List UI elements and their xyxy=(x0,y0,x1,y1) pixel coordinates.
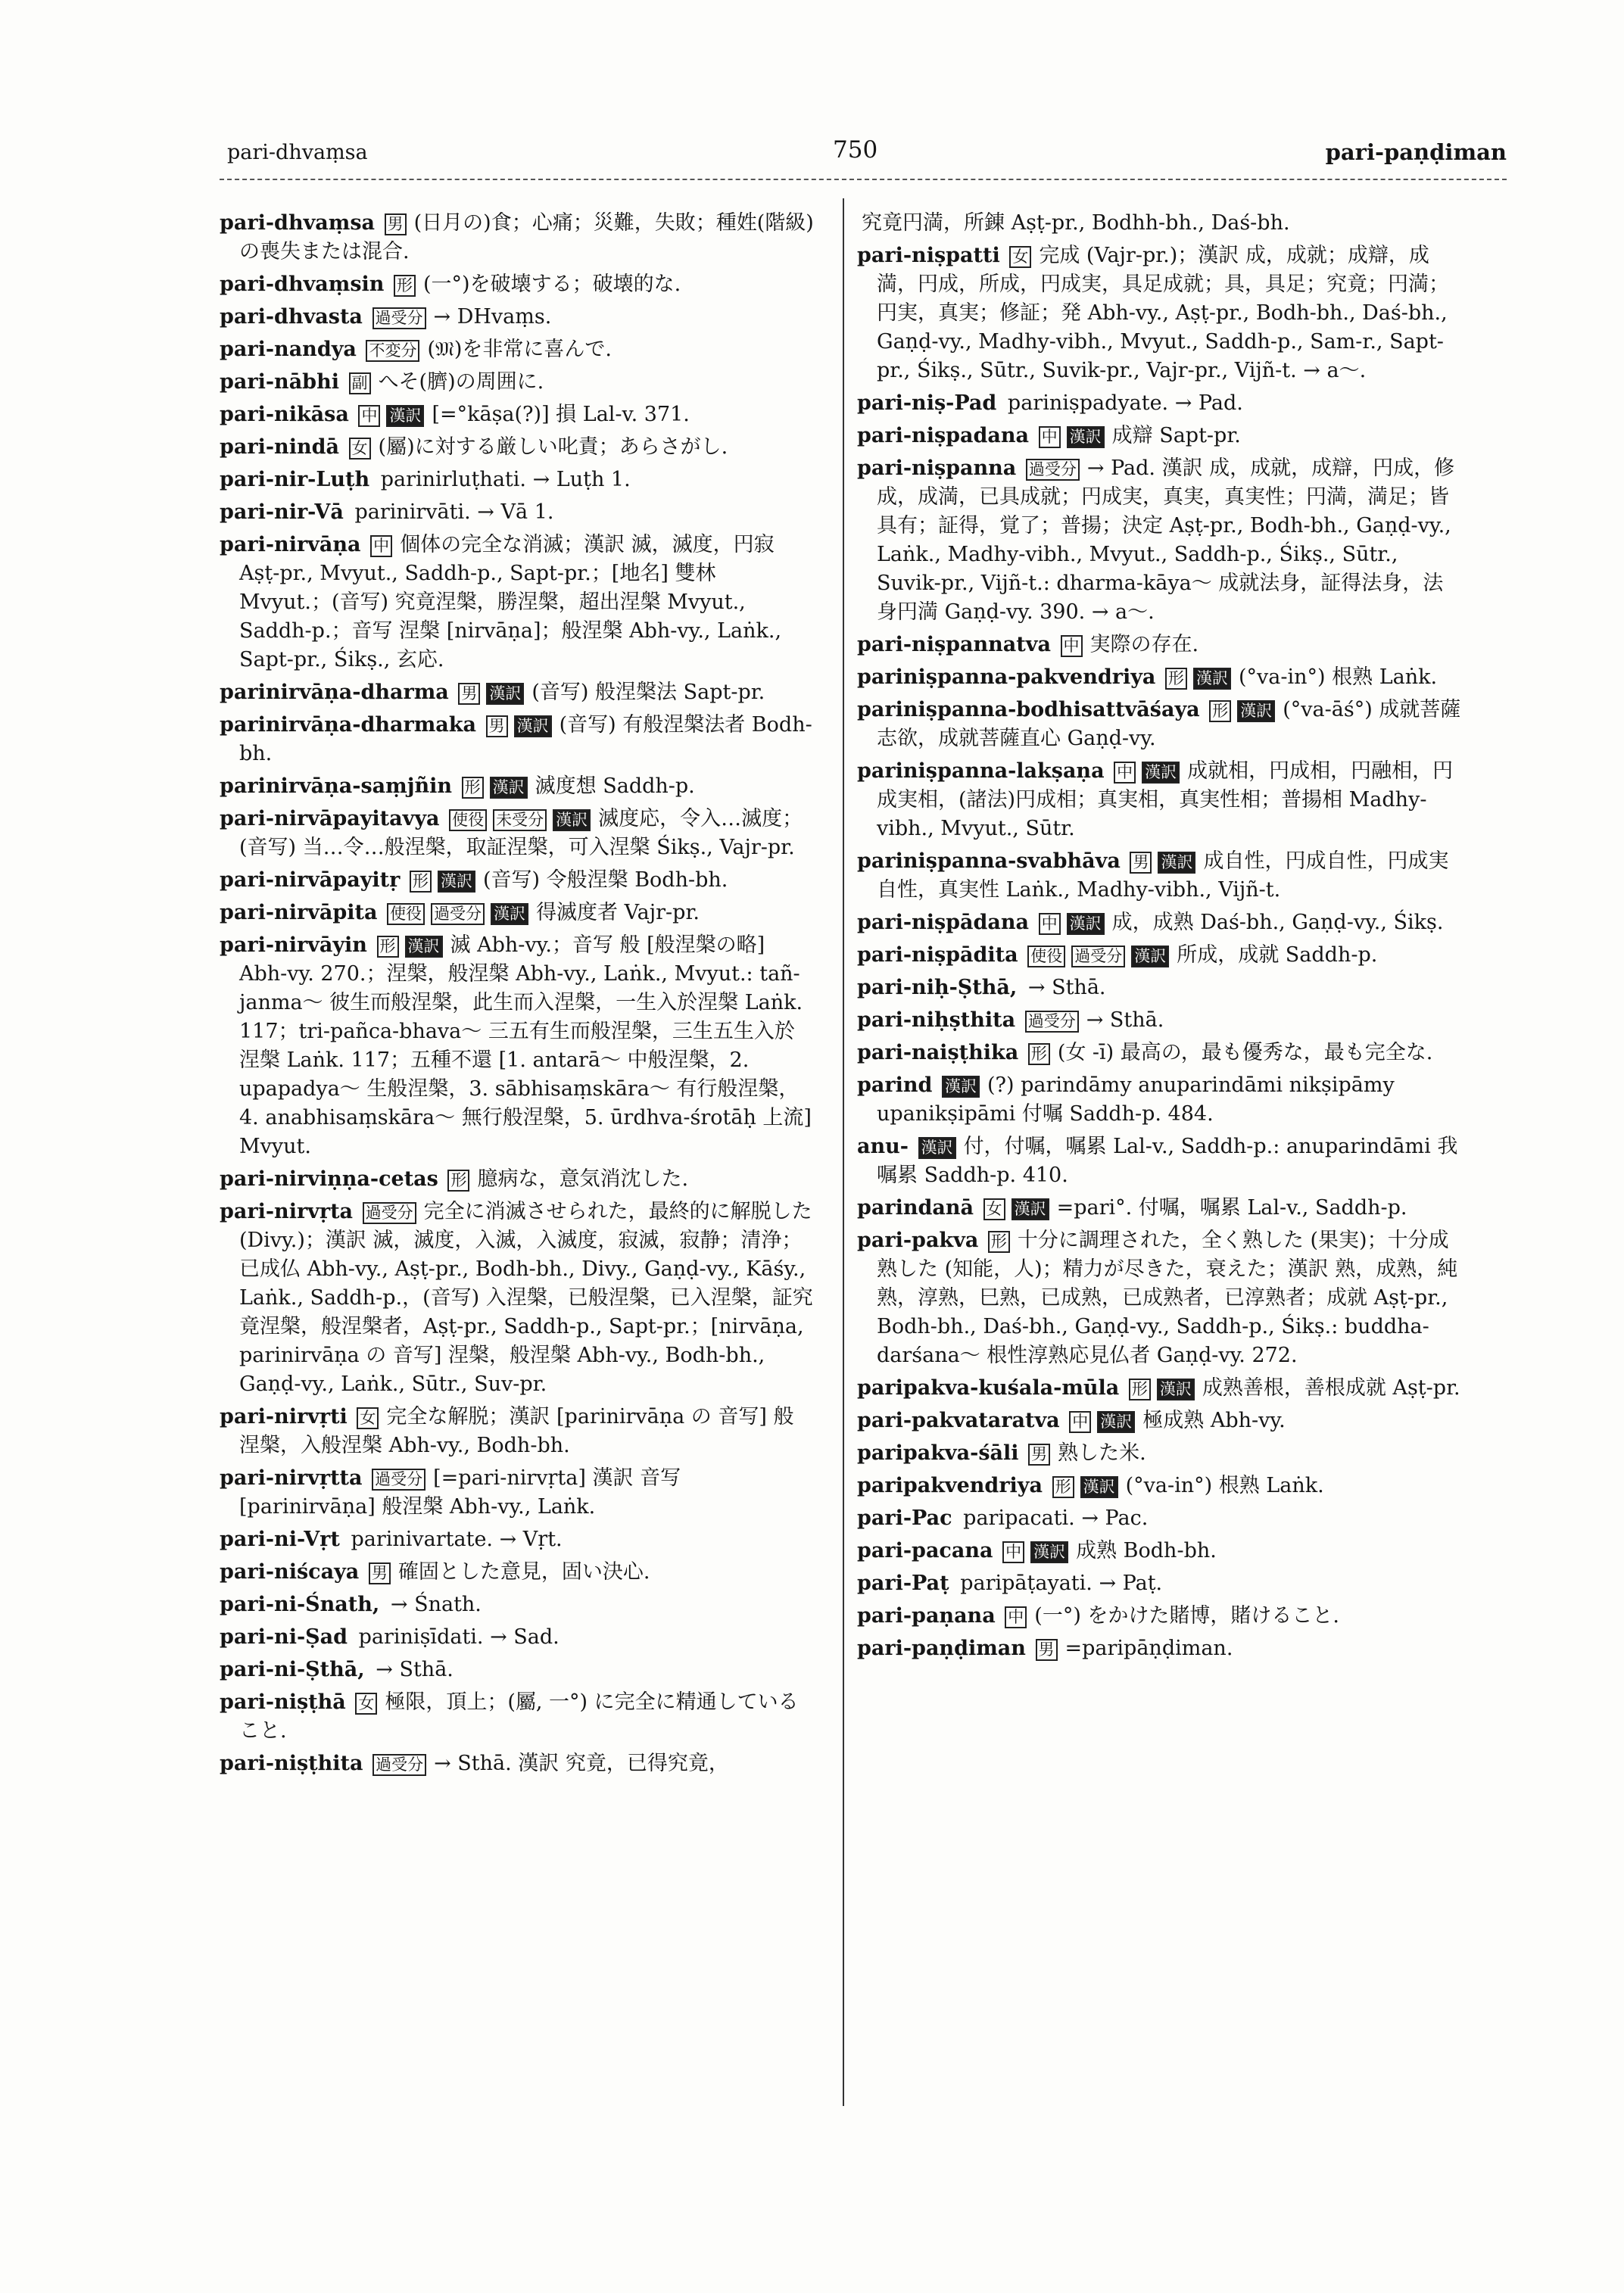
dictionary-entry xyxy=(220,1558,814,1587)
dictionary-entry xyxy=(857,1602,1463,1631)
dictionary-entry xyxy=(857,941,1463,970)
grammar-tag: 男 xyxy=(1036,1639,1058,1661)
entry-definition: [=°kāṣa(?)] 損 Lal-v. 371. xyxy=(432,403,690,426)
grammar-tag: 形 xyxy=(462,777,484,799)
entry-headword: pari-paṇana xyxy=(857,1604,996,1628)
grammar-tag: 中 xyxy=(1061,635,1083,657)
entry-definition: 得滅度者 Vajr-pr. xyxy=(536,901,700,924)
entry-headword: parinirvāṇa-dharma xyxy=(220,681,449,704)
entry-headword: pari-nirvāyin xyxy=(220,933,367,957)
grammar-tag: 形 xyxy=(377,936,399,958)
entry-definition: parinivartate. → Vṛt. xyxy=(351,1528,563,1551)
grammar-tag: 中 xyxy=(1039,913,1061,935)
grammar-tag: 副 xyxy=(349,372,371,394)
dictionary-entry xyxy=(857,631,1463,659)
entry-definition: 成辯 Sapt-pr. xyxy=(1111,424,1241,447)
grammar-tag: 形 xyxy=(1165,668,1187,690)
entry-headword: parind xyxy=(857,1073,933,1097)
entry-definition: 成熟善根，善根成就 Aṣṭ-pr. xyxy=(1202,1376,1460,1400)
entry-definition: (°va-in°) 根熟 Laṅk. xyxy=(1239,665,1438,689)
header-left-guide-word: pari-dhvaṃsa xyxy=(227,141,368,164)
dictionary-entry xyxy=(220,805,814,862)
entry-definition: (音写) 令般涅槃 Bodh-bh. xyxy=(482,868,728,892)
entry-headword: pari-nirvṛti xyxy=(220,1405,348,1428)
dictionary-entry xyxy=(220,270,814,299)
grammar-tag: 漢訳 xyxy=(1157,1379,1195,1400)
dictionary-entry xyxy=(220,466,814,494)
entry-definition: parinirluṭhati. → Luṭh 1. xyxy=(380,468,631,491)
entry-headword: paripakva-śāli xyxy=(857,1441,1019,1465)
entry-definition: (?) parindāmy anuparindāmi nikṣipāmy upanikṣipāmi 付嘱 Saddh-p. 484. xyxy=(877,1073,1395,1126)
dictionary-entry xyxy=(220,1165,814,1194)
entry-headword: pari-dhvaṃsin xyxy=(220,273,385,296)
dictionary-entry xyxy=(857,847,1463,905)
grammar-tag: 漢訳 xyxy=(942,1076,980,1098)
dictionary-entry xyxy=(220,1198,814,1399)
entry-definition: 滅度応，令入…滅度；(音写) 当…令…般涅槃，取証涅槃，可入涅槃 Śikṣ., Vajr-pr. xyxy=(239,807,803,859)
entry-headword: pari-niṣpādita xyxy=(857,943,1018,967)
entry-headword: pari-Paṭ xyxy=(857,1572,949,1595)
entry-definition: 極限，頂上；(屬, 一°) に完全に精通していること. xyxy=(239,1690,799,1743)
entry-headword: pari-niṣ-Pad xyxy=(857,391,997,415)
entry-definition: 所成，成就 Saddh-p. xyxy=(1177,943,1378,967)
grammar-tag: 女 xyxy=(1009,246,1031,268)
entry-headword: pari-ni-Ṣthā, xyxy=(220,1658,365,1681)
header-right-guide-word: pari-paṇḍiman xyxy=(1325,139,1507,165)
entry-headword: pariniṣpanna-lakṣaṇa xyxy=(857,759,1105,783)
dictionary-entry xyxy=(220,1590,814,1619)
entry-definition: (一°) をかけた賭博，賭けること. xyxy=(1034,1604,1340,1628)
entry-definition: 滅 Abh-vy.；音写 般 [般涅槃の略] Abh-vy. 270.；涅槃，般涅槃 Abh-vy., Laṅk., Mvyut.: tañ-janma〜 彼生而般涅槃，此生而入涅槃，一生入於涅槃 Laṅk. 117；tri-pañca-bhava〜 三五有生而般涅槃，三生五生入於涅槃 Laṅk. 117；五種不還 [1. antarā〜 中般涅槃，2. upapadya〜 生般涅槃，3. sābhisaṃskāra〜 有行般涅槃，4. anabhisaṃskāra〜 無行般涅槃，5. ūrdhva-śrotāḥ 上流] Mvyut. xyxy=(239,933,812,1158)
entry-headword: pari-Pac xyxy=(857,1506,952,1530)
grammar-tag: 過受分 xyxy=(431,903,485,925)
entry-definition: へそ(臍)の周囲に. xyxy=(378,370,544,394)
entry-definition: (日月の)食；心痛；災難，失敗；種姓(階級)の喪失または混合. xyxy=(239,211,814,263)
entry-definition: → Pad. 漢訳 成，成就，成辯，円成，修成，成満，已具成就；円成実，真実，真実性；円満，満足；皆具有；証得，覚了；普揚；決定 Aṣṭ-pr., Bodh-bh., Gaṇḍ-vy., Laṅk., Madhy-vibh., Mvyut., Saddh-p., Śikṣ., Sūtr., Suvik-pr., Vijñ-t.: dharma-kāya〜 成就法身，証得法身，法身円満 Gaṇḍ-vy. 390. → a〜. xyxy=(877,456,1455,624)
entry-headword: pari-nirvāpita xyxy=(220,901,378,924)
dictionary-entry xyxy=(220,335,814,364)
dictionary-entry xyxy=(220,531,814,675)
entry-definition: 熟した米. xyxy=(1058,1441,1146,1465)
grammar-tag: 女 xyxy=(355,1693,377,1715)
grammar-tag: 使役 xyxy=(1027,946,1065,967)
entry-headword: pari-niṣpadana xyxy=(857,424,1030,447)
entry-headword: pari-pakva xyxy=(857,1229,979,1252)
entry-definition: pariniṣīdati. → Sad. xyxy=(358,1625,560,1649)
entry-definition: (一°)を破壊する；破壊的な. xyxy=(423,273,681,296)
grammar-tag: 形 xyxy=(1052,1476,1074,1498)
entry-definition: 極成熟 Abh-vy. xyxy=(1142,1409,1286,1432)
entry-definition: 完成 (Vajr-pr.)；漢訳 成，成就；成辯，成満，円成，所成，円成実，具足成就；具，具足；究竟；円満；円実，真実；修証；発 Abh-vy., Aṣṭ-pr., Bodh-bh., Daś-bh., Gaṇḍ-vy., Madhy-vibh., Mvyut., Saddh-p., Sam-r., Sapt-pr., Śikṣ., Sūtr., Suvik-pr., Vajr-pr., Vijñ-t. → a〜. xyxy=(877,244,1449,382)
entry-definition: (音写) 般涅槃法 Sapt-pr. xyxy=(531,681,765,704)
grammar-tag: 形 xyxy=(1129,1379,1151,1400)
entry-headword: paripakvendriya xyxy=(857,1474,1043,1497)
grammar-tag: 使役 xyxy=(387,903,425,925)
entry-headword: pari-niṣpanna xyxy=(857,456,1017,480)
grammar-tag: 形 xyxy=(1209,700,1231,722)
entry-definition: 成，成熟 Daś-bh., Gaṇḍ-vy., Śikṣ. xyxy=(1111,911,1444,934)
dictionary-entry xyxy=(857,663,1463,692)
entry-headword: pari-pakvataratva xyxy=(857,1409,1060,1432)
dictionary-entry xyxy=(857,1006,1463,1035)
grammar-tag: 女 xyxy=(357,1407,379,1429)
dictionary-entry xyxy=(857,1569,1463,1598)
grammar-tag: 過受分 xyxy=(372,1754,426,1776)
entry-definition: parinirvāti. → Vā 1. xyxy=(354,500,554,524)
grammar-tag: 未受分 xyxy=(493,809,547,831)
grammar-tag: 漢訳 xyxy=(1030,1541,1068,1563)
dictionary-entry xyxy=(857,757,1463,843)
grammar-tag: 不変分 xyxy=(366,340,419,362)
entry-headword: pariniṣpanna-pakvendriya xyxy=(857,665,1156,689)
grammar-tag: 中 xyxy=(370,535,392,557)
entry-definition: → DHvaṃs. xyxy=(433,305,552,329)
entry-headword: parinirvāṇa-dharmaka xyxy=(220,713,476,737)
entry-definition: 臆病な，意気消沈した. xyxy=(477,1167,689,1191)
entry-headword: pari-nir-Vā xyxy=(220,500,344,524)
entry-definition: (屬)に対する厳しい叱責；あらさがし. xyxy=(378,435,728,459)
entry-headword: pari-nirvāṇa xyxy=(220,533,361,556)
entry-headword: pari-ni-Śnath, xyxy=(220,1593,380,1616)
page-number: 750 xyxy=(833,136,878,164)
grammar-tag: 漢訳 xyxy=(1142,762,1180,784)
dictionary-entry xyxy=(220,866,814,895)
grammar-tag: 形 xyxy=(988,1231,1010,1253)
grammar-tag: 男 xyxy=(1028,1444,1050,1466)
grammar-tag: 中 xyxy=(1039,426,1061,448)
page-header xyxy=(227,135,1507,173)
dictionary-entry xyxy=(857,389,1463,418)
entry-definition: (音写) 有般涅槃法者 Bodh-bh. xyxy=(239,713,812,765)
grammar-tag: 漢訳 xyxy=(1011,1198,1049,1220)
grammar-tag: 中 xyxy=(358,405,380,427)
grammar-tag: 漢訳 xyxy=(514,715,552,737)
grammar-tag: 漢訳 xyxy=(1131,946,1169,967)
dictionary-entry xyxy=(220,1464,814,1522)
dictionary-entry xyxy=(857,241,1463,385)
grammar-tag: 形 xyxy=(394,275,416,297)
entry-headword: pari-nirvāpayitavya xyxy=(220,807,440,830)
grammar-tag: 漢訳 xyxy=(438,871,475,893)
entry-headword: pari-niḥ-Ṣthā, xyxy=(857,976,1018,999)
entry-headword: pari-nir-Luṭh xyxy=(220,468,370,491)
column-divider xyxy=(843,198,844,2106)
entry-definition: 完全な解脱；漢訳 [parinirvāṇa の 音写] 般涅槃，入般涅槃 Abh-vy., Bodh-bh. xyxy=(239,1405,794,1457)
entry-headword: parindanā xyxy=(857,1196,974,1220)
dictionary-entry xyxy=(857,1537,1463,1566)
dictionary-entry xyxy=(857,1439,1463,1468)
entry-definition: paripāṭayati. → Paṭ. xyxy=(960,1572,1163,1595)
grammar-tag: 漢訳 xyxy=(490,777,528,799)
grammar-tag: 中 xyxy=(1069,1411,1091,1433)
dictionary-entry xyxy=(220,678,814,707)
dictionary-entry xyxy=(220,400,814,429)
grammar-tag: 過受分 xyxy=(1026,459,1080,481)
dictionary-entry xyxy=(220,1623,814,1652)
dictionary-entry xyxy=(857,1634,1463,1663)
entry-headword: pari-niṣṭhā xyxy=(220,1690,346,1714)
dictionary-entry xyxy=(857,1407,1463,1435)
entry-definition: 究竟円満，所錬 Aṣṭ-pr., Bodhh-bh., Daś-bh. xyxy=(862,211,1290,235)
entry-definition: paripacati. → Pac. xyxy=(963,1506,1149,1530)
dictionary-entry xyxy=(220,209,814,266)
entry-headword: paripakva-kuśala-mūla xyxy=(857,1376,1120,1400)
grammar-tag: 漢訳 xyxy=(1080,1476,1118,1498)
dictionary-entry xyxy=(857,696,1463,753)
dictionary-entry xyxy=(857,908,1463,937)
entry-headword: pari-nikāsa xyxy=(220,403,349,426)
dictionary-entry xyxy=(220,1403,814,1460)
dictionary-entry xyxy=(857,1132,1463,1190)
entry-definition: 確固とした意見，固い決心. xyxy=(397,1560,650,1584)
grammar-tag: 漢訳 xyxy=(386,405,424,427)
grammar-tag: 中 xyxy=(1005,1606,1027,1628)
grammar-tag: 漢訳 xyxy=(405,936,443,958)
entry-headword: pari-niṣpannatva xyxy=(857,633,1051,656)
grammar-tag: 漢訳 xyxy=(1158,852,1195,874)
entry-definition: → Sthā. xyxy=(1086,1008,1164,1032)
entry-headword: pari-nindā xyxy=(220,435,339,459)
entry-headword: anu- xyxy=(857,1135,909,1158)
dictionary-entry xyxy=(220,368,814,397)
entry-definition: (𝔐)を非常に喜んで. xyxy=(427,338,612,361)
grammar-tag: 男 xyxy=(1130,852,1152,874)
entry-definition: 成熟 Bodh-bh. xyxy=(1076,1539,1217,1562)
entry-definition: 個体の完全な消滅；漢訳 滅，滅度，円寂 Aṣṭ-pr., Mvyut., Saddh-p., Sapt-pr.；[地名] 雙林 Mvyut.；(音写) 究竟涅槃，勝涅槃，超出涅槃 Mvyut., Saddh-p.；音写 涅槃 [nirvāṇa]；般涅槃 Abh-vy., Laṅk., Sapt-pr., Śikṣ., 玄応. xyxy=(239,533,782,671)
entry-headword: pari-ni-Vṛt xyxy=(220,1528,340,1551)
entry-definition: 付，付嘱，嘱累 Lal-v., Saddh-p.: anuparindāmi 我嘱累 Saddh-p. 410. xyxy=(877,1135,1458,1187)
grammar-tag: 中 xyxy=(1002,1541,1024,1563)
left-column xyxy=(220,209,814,1782)
entry-definition: (°va-in°) 根熟 Laṅk. xyxy=(1125,1474,1324,1497)
grammar-tag: 女 xyxy=(983,1198,1005,1220)
entry-definition: → Sthā. 漢訳 究竟，已得究竟， xyxy=(434,1752,729,1775)
header-rule xyxy=(220,179,1507,180)
entry-definition: [=pari-nirvṛta] 漢訳 音写 [parinirvāṇa] 般涅槃 Abh-vy., Laṅk. xyxy=(239,1466,681,1519)
entry-definition: 成就相，円成相，円融相，円成実相，(諸法)円成相；真実相，真実性相；普揚相 Madhy-vibh., Mvyut., Sūtr. xyxy=(877,759,1454,840)
entry-headword: pari-dhvaṃsa xyxy=(220,211,376,235)
grammar-tag: 過受分 xyxy=(363,1202,416,1224)
entry-definition: 滅度想 Saddh-p. xyxy=(535,774,695,798)
grammar-tag: 男 xyxy=(369,1562,391,1584)
grammar-tag: 使役 xyxy=(449,809,487,831)
grammar-tag: 漢訳 xyxy=(1097,1411,1135,1433)
grammar-tag: 漢訳 xyxy=(1237,700,1275,722)
entry-headword: pari-nābhi xyxy=(220,370,339,394)
dictionary-entry xyxy=(220,772,814,801)
dictionary-entry xyxy=(220,711,814,768)
grammar-tag: 女 xyxy=(349,438,371,460)
dictionary-entry xyxy=(857,1226,1463,1370)
dictionary-entry xyxy=(857,974,1463,1002)
dictionary-entry xyxy=(857,1071,1463,1129)
entry-definition: → Sthā. xyxy=(376,1658,454,1681)
dictionary-entry xyxy=(220,303,814,332)
grammar-tag: 過受分 xyxy=(1025,1011,1079,1033)
entry-headword: pari-niṣpatti xyxy=(857,244,1000,267)
grammar-tag: 漢訳 xyxy=(491,903,528,925)
entry-definition: pariniṣpadyate. → Pad. xyxy=(1007,391,1243,415)
grammar-tag: 過受分 xyxy=(372,1469,425,1491)
dictionary-entry xyxy=(857,1472,1463,1500)
dictionary-entry xyxy=(857,1194,1463,1223)
dictionary-entry xyxy=(857,1504,1463,1533)
entry-definition: =pari°. 付嘱，嘱累 Lal-v., Saddh-p. xyxy=(1056,1196,1407,1220)
entry-definition: 十分に調理された，全く熟した (果実)；十分成熟した (知能，人)；精力が尽きた，衰えた；漢訳 熟，成熟，純熟，淳熟，巳熟，已成熟，已成熟者，已淳熟者；成就 Aṣṭ-pr., Bodh-bh., Daś-bh., Gaṇḍ-vy., Saddh-p., Śikṣ.: buddha-darśana〜 根性淳熟応見仏者 Gaṇḍ-vy. 272. xyxy=(877,1229,1458,1367)
dictionary-entry xyxy=(220,899,814,927)
dictionary-entry xyxy=(857,1374,1463,1403)
dictionary-entry xyxy=(220,1749,814,1778)
entry-headword: pari-niṣṭhita xyxy=(220,1752,363,1775)
dictionary-entry xyxy=(220,1656,814,1684)
grammar-tag: 過受分 xyxy=(372,307,426,329)
entry-headword: pari-nirvāpayitṛ xyxy=(220,868,401,892)
grammar-tag: 漢訳 xyxy=(486,683,524,705)
dictionary-entry xyxy=(220,1525,814,1554)
dictionary-entry xyxy=(220,1688,814,1746)
entry-headword: pariniṣpanna-bodhisattvāśaya xyxy=(857,698,1200,721)
grammar-tag: 過受分 xyxy=(1071,946,1125,967)
grammar-tag: 形 xyxy=(410,871,432,893)
entry-headword: pari-nirviṇṇa-cetas xyxy=(220,1167,438,1191)
grammar-tag: 漢訳 xyxy=(918,1137,956,1159)
entry-definition: 完全に消滅させられた，最終的に解脱した (Divy.)；漢訳 滅，滅度，入滅，入滅度，寂滅，寂静；清浄；已成仏 Abh-vy., Aṣṭ-pr., Bodh-bh., Divy., Gaṇḍ-vy., Kāśy., Laṅk., Saddh-p.，(音写) 入涅槃，已般涅槃，已入涅槃，証究竟涅槃，般涅槃者，Aṣṭ-pr., Saddh-p., Sapt-pr.；[nirvāṇa, parinirvāṇa の 音写] 涅槃，般涅槃 Abh-vy., Bodh-bh., Gaṇḍ-vy., Laṅk., Sūtr., Suv-pr. xyxy=(239,1200,813,1396)
dictionary-entry xyxy=(220,433,814,462)
dictionary-entry xyxy=(857,454,1463,627)
dictionary-entry xyxy=(857,209,1463,238)
entry-headword: pari-paṇḍiman xyxy=(857,1637,1026,1660)
grammar-tag: 漢訳 xyxy=(553,809,591,831)
entry-headword: pariniṣpanna-svabhāva xyxy=(857,849,1121,873)
entry-headword: pari-nirvṛta xyxy=(220,1200,354,1223)
entry-headword: pari-nandya xyxy=(220,338,357,361)
entry-headword: pari-dhvasta xyxy=(220,305,363,329)
grammar-tag: 漢訳 xyxy=(1067,913,1105,935)
entry-headword: pari-ni-Ṣad xyxy=(220,1625,348,1649)
entry-headword: parinirvāṇa-saṃjñin xyxy=(220,774,453,798)
entry-headword: pari-naiṣṭhika xyxy=(857,1041,1019,1064)
entry-definition: 実際の存在. xyxy=(1089,633,1199,656)
entry-headword: pari-nirvṛtta xyxy=(220,1466,363,1490)
dictionary-entry xyxy=(220,931,814,1161)
entry-headword: pari-niḥṣthita xyxy=(857,1008,1016,1032)
entry-definition: (°va-āś°) 成就菩薩志欲，成就菩薩直心 Gaṇḍ-vy. xyxy=(877,698,1461,750)
dictionary-entry xyxy=(857,422,1463,450)
entry-definition: → Sthā. xyxy=(1027,976,1106,999)
entry-headword: pari-niṣpādana xyxy=(857,911,1030,934)
grammar-tag: 形 xyxy=(1028,1043,1050,1065)
grammar-tag: 男 xyxy=(385,213,407,235)
grammar-tag: 漢訳 xyxy=(1067,426,1105,448)
entry-definition: → Śnath. xyxy=(390,1593,482,1616)
entry-headword: pari-pacana xyxy=(857,1539,993,1562)
entry-headword: pari-niścaya xyxy=(220,1560,360,1584)
grammar-tag: 男 xyxy=(458,683,480,705)
grammar-tag: 形 xyxy=(447,1170,469,1192)
grammar-tag: 男 xyxy=(486,715,508,737)
grammar-tag: 中 xyxy=(1114,762,1136,784)
entry-definition: 成自性，円成自性，円成実自性，真実性 Laṅk., Madhy-vibh., Vijñ-t. xyxy=(877,849,1449,902)
dictionary-entry xyxy=(857,1039,1463,1067)
dictionary-entry xyxy=(220,498,814,527)
right-column xyxy=(857,209,1463,1667)
entry-definition: (女 -ī) 最高の，最も優秀な，最も完全な. xyxy=(1057,1041,1433,1064)
entry-definition: =paripāṇḍiman. xyxy=(1064,1637,1233,1660)
grammar-tag: 漢訳 xyxy=(1193,668,1231,690)
